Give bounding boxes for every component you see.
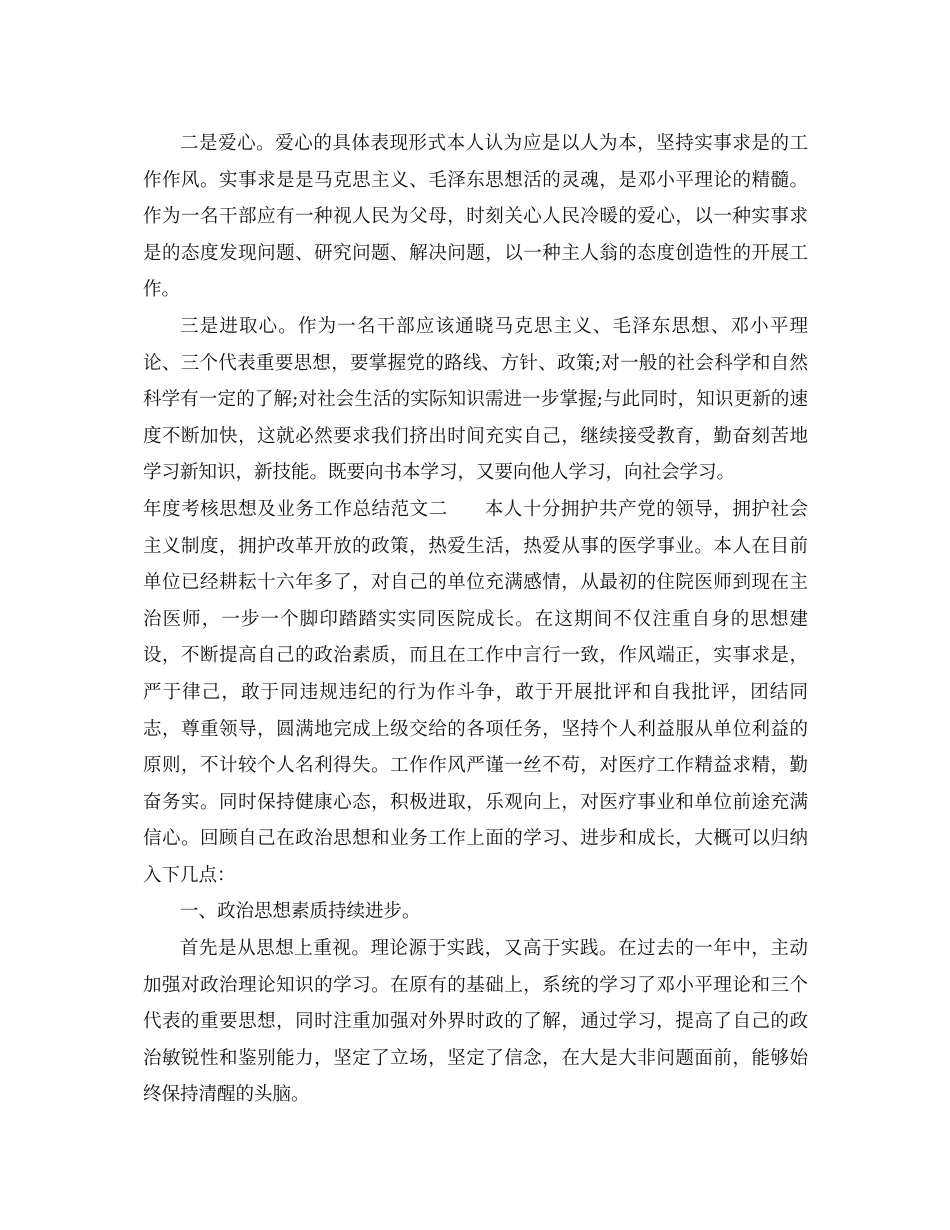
paragraph-summary-two — [143, 492, 808, 895]
section-title: 年度考核思想及业务工作总结范文二 — [143, 498, 448, 520]
paragraph-thought — [143, 931, 808, 1114]
heading-political-progress — [143, 894, 808, 931]
paragraph-enterprise — [143, 309, 808, 492]
document-body — [143, 126, 808, 1114]
paragraph-thought-text: 首先是从思想上重视。理论源于实践，又高于实践。在过去的一年中，主动加强对政治理论知识的学习。在原有的基础上，系统的学习了邓小平理论和三个代表的重要思想，同时注重加强对外界时政的了解，通过学习，提高了自己的政治敏锐性和鉴别能力，坚定了立场，坚定了信念，在大是大非问题面前，能够始终保持清醒的头脑。 — [143, 938, 808, 1106]
paragraph-love-text: 二是爱心。爱心的具体表现形式本人认为应是以人为本，坚持实事求是的工作作风。实事求是是马克思主义、毛泽东思想活的灵魂，是邓小平理论的精髓。作为一名干部应有一种视人民为父母，时刻关心人民冷暖的爱心，以一种实事求是的态度发现问题、研究问题、解决问题，以一种主人翁的态度创造性的开展工作。 — [143, 133, 808, 301]
paragraph-summary-two-text: 本人十分拥护共产党的领导，拥护社会主义制度，拥护改革开放的政策，热爱生活，热爱从事的医学事业。本人在目前单位已经耕耘十六年多了，对自己的单位充满感情，从最初的住院医师到现在主治医师，一步一个脚印踏踏实实同医院成长。在这期间不仅注重自身的思想建设，不断提高自己的政治素质，而且在工作中言行一致，作风端正，实事求是，严于律己，敢于同违规违纪的行为作斗争，敢于开展批评和自我批评，团结同志，尊重领导，圆满地完成上级交给的各项任务，坚持个人利益服从单位利益的原则，不计较个人名利得失。工作作风严谨一丝不苟，对医疗工作精益求精，勤奋务实。同时保持健康心态，积极进取，乐观向上，对医疗事业和单位前途充满信心。回顾自己在政治思想和业务工作上面的学习、进步和成长，大概可以归纳入下几点： — [143, 498, 808, 886]
paragraph-enterprise-text: 三是进取心。作为一名干部应该通晓马克思主义、毛泽东思想、邓小平理论、三个代表重要思想，要掌握党的路线、方针、政策;对一般的社会科学和自然科学有一定的了解;对社会生活的实际知识需进一步掌握;与此同时，知识更新的速度不断加快，这就必然要求我们挤出时间充实自己，继续接受教育，勤奋刻苦地学习新知识，新技能。既要向书本学习，又要向他人学习，向社会学习。 — [143, 315, 808, 484]
paragraph-love — [143, 126, 808, 309]
heading-political-progress-text: 一、政治思想素质持续进步。 — [180, 901, 421, 923]
